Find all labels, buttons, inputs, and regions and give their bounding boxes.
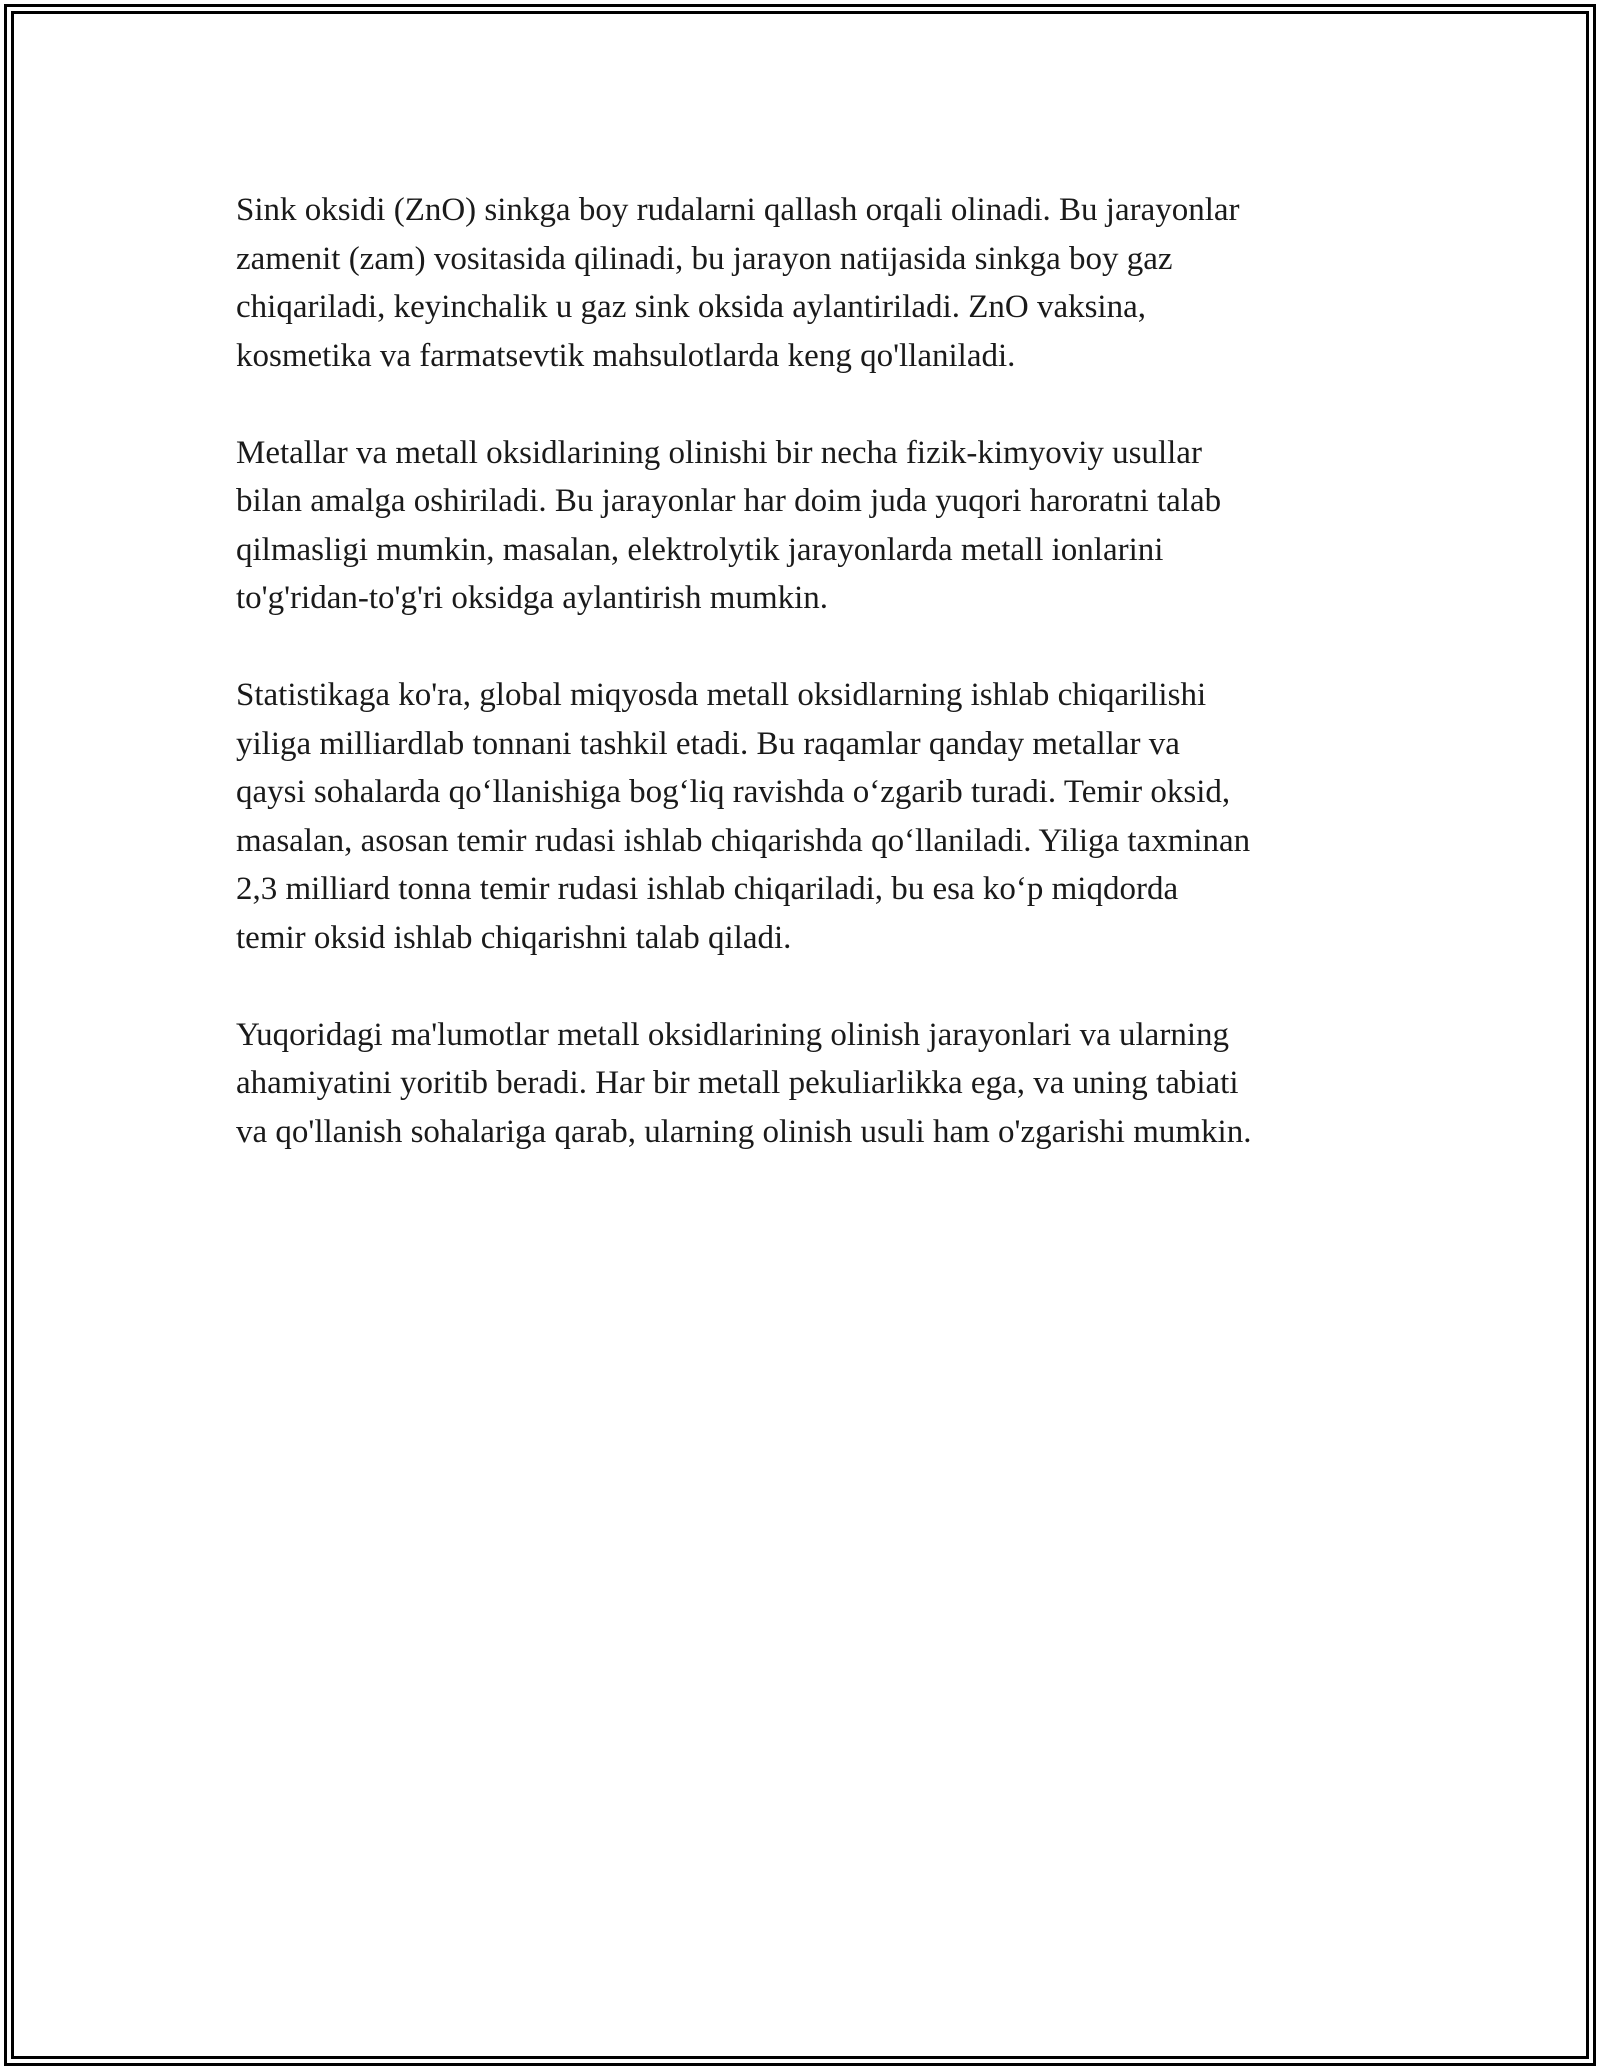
text-line: yiliga milliardlab tonnani tashkil etadi. Bu raqamlar qanday metallar va [236,725,1180,762]
text-line: to'g'ridan-to'g'ri oksidga aylantirish mumkin. [236,580,829,616]
text-line: Metallar va metall oksidlarining olinishi bir necha fizik-kimyoviy usullar [236,434,1202,471]
text-line: va qo'llanish sohalariga qarab, ularning olinish usuli ham o'zgarishi mumkin. [236,1113,1252,1150]
text-line: qilmasligi mumkin, masalan, elektrolytik jarayonlarda metall ionlarini [236,531,1164,568]
paragraph-1 [236,186,1376,380]
text-line: zamenit (zam) vositasida qilinadi, bu jarayon natijasida sinkga boy gaz [236,240,1173,277]
text-line: qaysi sohalarda qo‘llanishiga bog‘liq ravishda o‘zgarib turadi. Temir oksid, [236,774,1231,810]
text-line: Statistikaga ko'ra, global miqyosda metall oksidlarning ishlab chiqarilishi [236,677,1207,713]
paragraph-2 [236,429,1376,623]
text-line: temir oksid ishlab chiqarishni talab qiladi. [236,919,792,956]
text-line: 2,3 milliard tonna temir rudasi ishlab chiqariladi, bu esa ko‘p miqdorda [236,871,1179,907]
document-body [236,186,1376,1205]
text-line: ahamiyatini yoritib beradi. Har bir metall pekuliarlikka ega, va uning tabiati [236,1065,1239,1101]
paragraph-4 [236,1011,1376,1157]
text-line: kosmetika va farmatsevtik mahsulotlarda keng qo'llaniladi. [236,337,1016,374]
text-line: Sink oksidi (ZnO) sinkga boy rudalarni qallash orqali olinadi. Bu jarayonlar [236,192,1240,228]
text-line: bilan amalga oshiriladi. Bu jarayonlar har doim juda yuqori haroratni talab [236,483,1222,519]
text-line: Yuqoridagi ma'lumotlar metall oksidlarining olinish jarayonlari va ularning [236,1016,1229,1053]
text-line: chiqariladi, keyinchalik u gaz sink oksida aylantiriladi. ZnO vaksina, [236,289,1146,325]
text-line: masalan, asosan temir rudasi ishlab chiqarishda qo‘llaniladi. Yiliga taxminan [236,822,1251,859]
paragraph-3 [236,671,1376,962]
